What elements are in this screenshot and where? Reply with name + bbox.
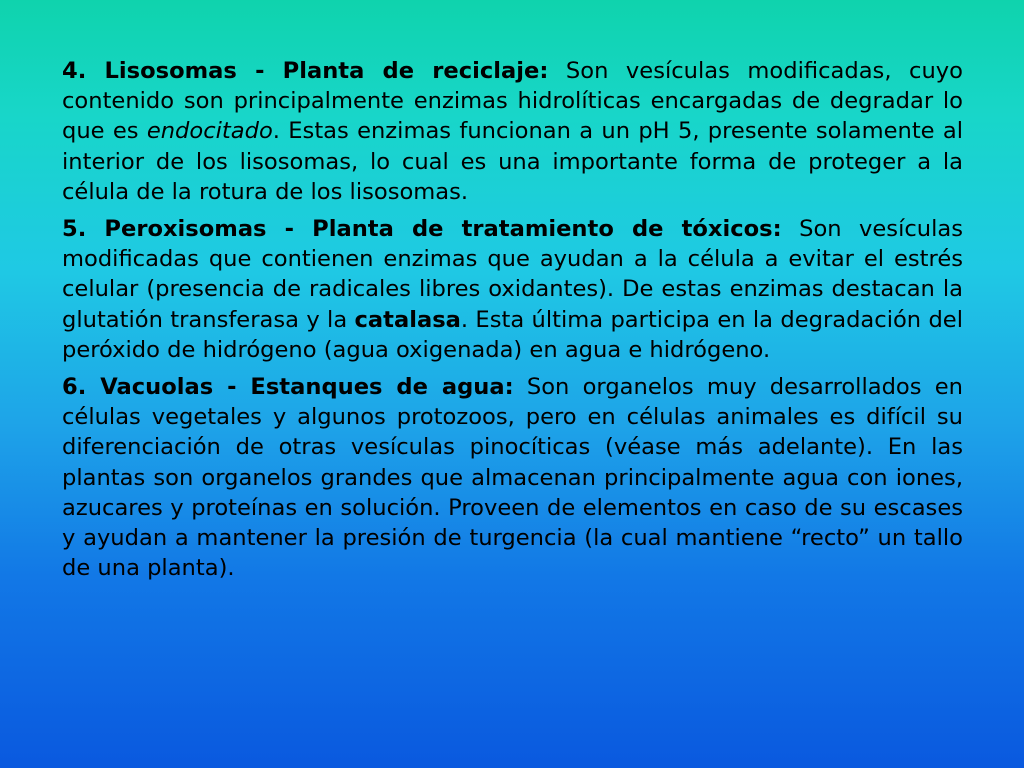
paragraph-lisosomas bbox=[62, 56, 963, 207]
text-peroxisomas-part1: Son vesículas modificadas que contienen enzimas que ayudan a la célula a evitar el estrés celular (presencia de radicales libres oxidantes). De estas enzimas destacan la glutatión transferasa y la bbox=[62, 216, 963, 333]
text-peroxisomas-bold: catalasa bbox=[354, 306, 461, 333]
heading-lisosomas: 4. Lisosomas - Planta de reciclaje: bbox=[62, 58, 549, 84]
text-lisosomas-part1: Son vesículas modificadas, cuyo contenido son principalmente enzimas hidrolíticas encargadas de degradar lo que es bbox=[62, 58, 963, 145]
slide-body-text bbox=[62, 56, 963, 590]
text-lisosomas-italic: endocitado bbox=[146, 118, 273, 145]
heading-peroxisomas: 5. Peroxisomas - Planta de tratamiento de tóxicos: bbox=[62, 216, 782, 243]
paragraph-vacuolas bbox=[62, 372, 963, 583]
heading-vacuolas: 6. Vacuolas - Estanques de agua: bbox=[62, 374, 514, 401]
text-vacuolas: Son organelos muy desarrollados en células vegetales y algunos protozoos, pero en células animales es difícil su diferenciación de otras vesículas pinocíticas (véase más adelante). En las plantas son organelos grandes que almacenan principalmente agua con iones, azucares y proteínas en solución. Proveen de elementos en caso de su escases y ayudan a mantener la presión de turgencia (la cual mantiene “recto” un tallo de una planta). bbox=[62, 374, 963, 582]
paragraph-peroxisomas bbox=[62, 214, 963, 365]
text-peroxisomas-part2: . Esta última participa en la degradación del peróxido de hidrógeno (agua oxigenada) en agua e hidrógeno. bbox=[62, 306, 963, 363]
text-lisosomas-part2: . Estas enzimas funcionan a un pH 5, presente solamente al interior de los lisosomas, lo cual es una importante forma de proteger a la célula de la rotura de los lisosomas. bbox=[62, 118, 963, 205]
